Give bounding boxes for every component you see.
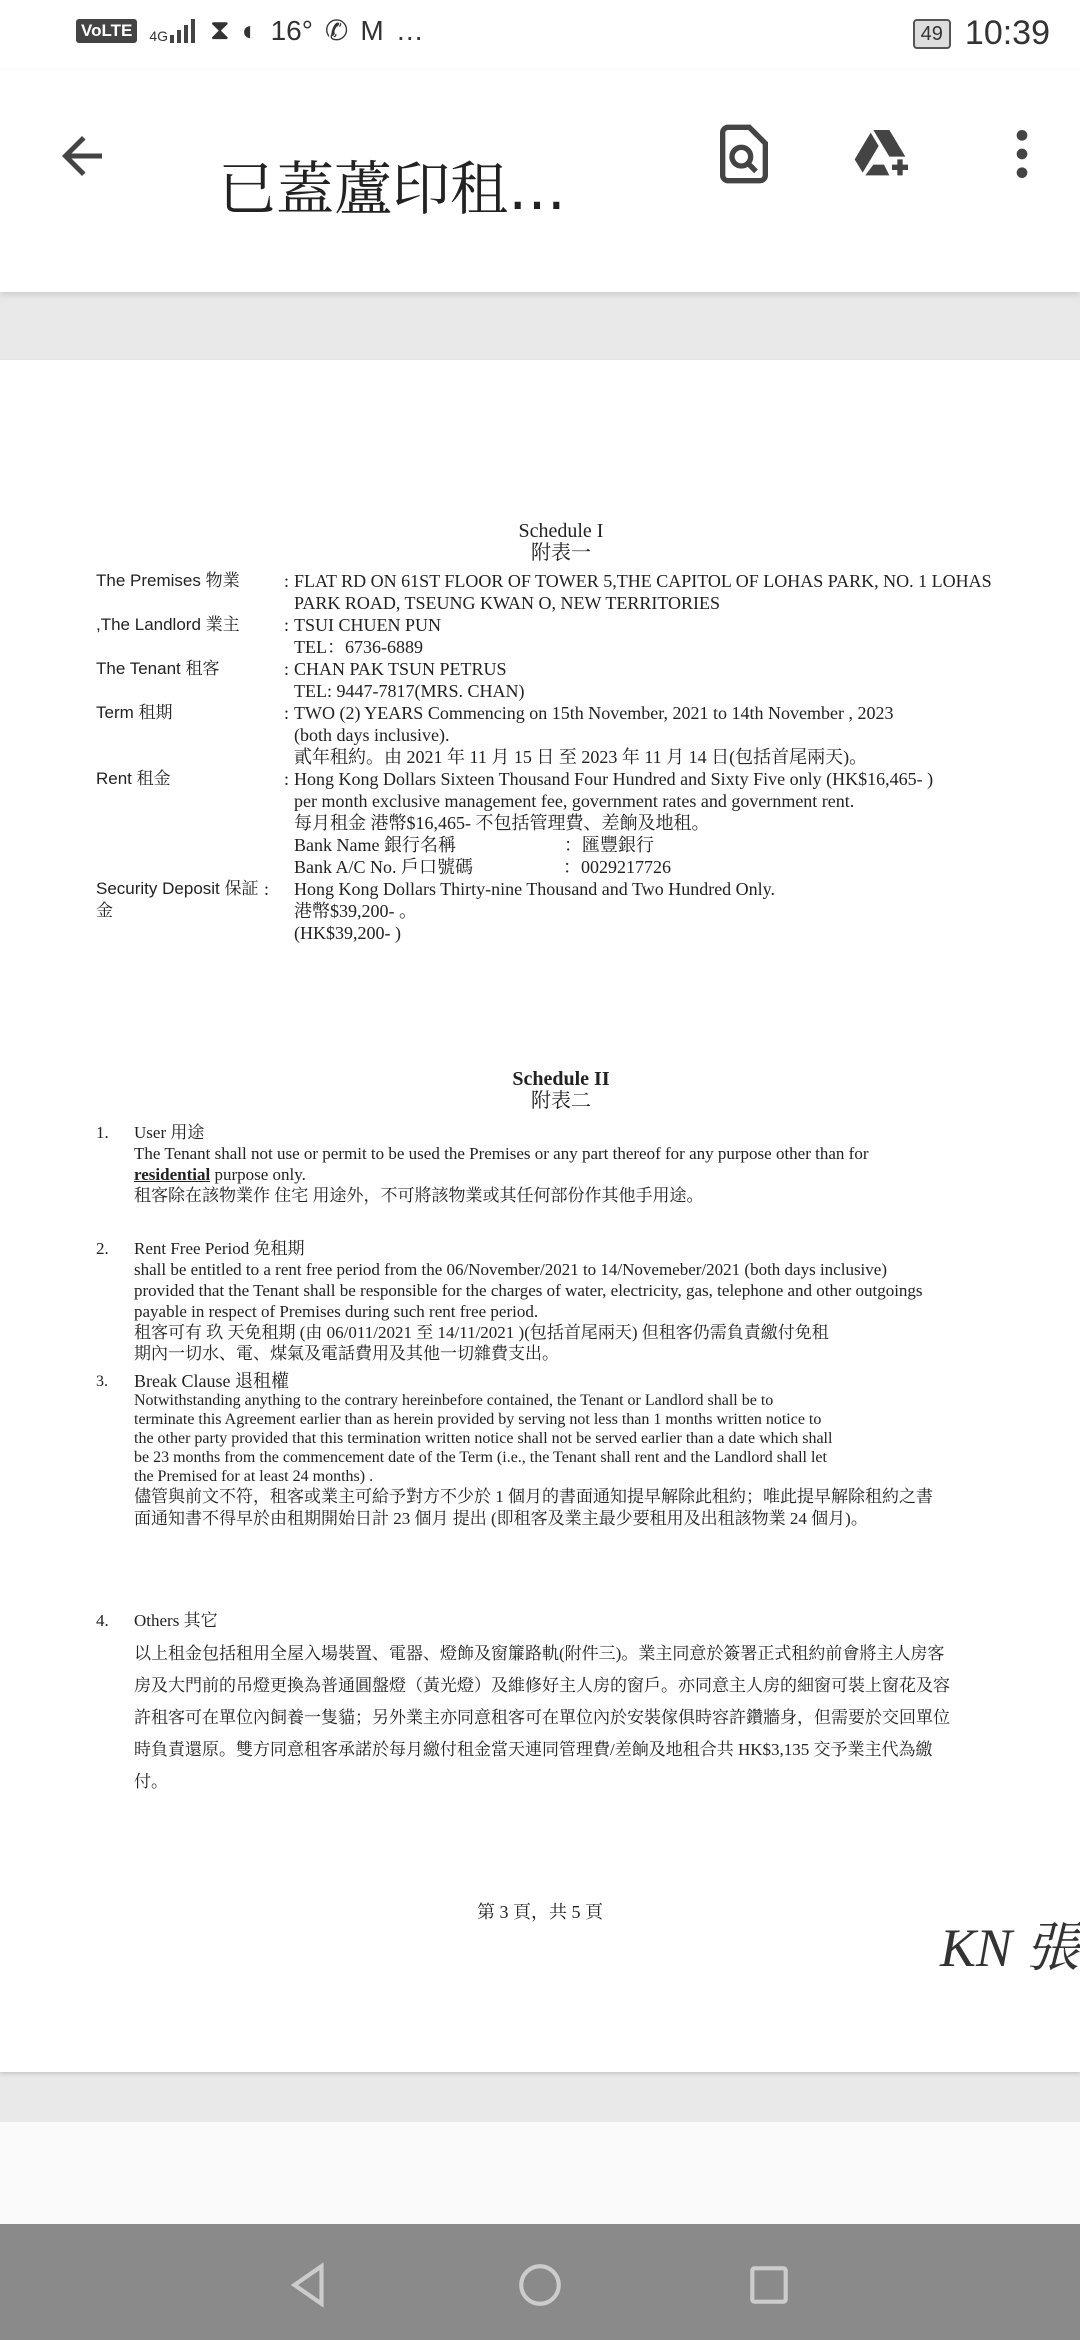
schedule-2-heading bbox=[96, 1068, 1026, 1112]
section-line: 時負責還原。雙方同意租客承諾於每月繳付租金當天連同管理費/差餉及地租合共 HK$3,135 交予業主代為繳 bbox=[134, 1740, 933, 1759]
section-number: 3. bbox=[96, 1373, 108, 1390]
row-line: 貳年租約。由 2021 年 11 月 15 日 至 2023 年 11 月 14 日(包括首尾兩天)。 bbox=[294, 747, 868, 767]
document-title: 已蓋蘆印租… bbox=[218, 155, 567, 223]
status-right bbox=[913, 14, 1050, 53]
status-bar bbox=[0, 0, 1080, 70]
section-number: 4. bbox=[96, 1611, 109, 1630]
row-label: Rent 租金 bbox=[96, 769, 171, 788]
wifi-call-icon: ✆ bbox=[324, 15, 349, 46]
section-heading: User 用途 bbox=[134, 1123, 205, 1142]
schedule-1-title: Schedule I bbox=[518, 520, 604, 542]
section-line: 期內一切水、電、煤氣及電話費用及其他一切雜費支出。 bbox=[134, 1344, 559, 1363]
find-in-page-icon[interactable] bbox=[712, 122, 776, 186]
section-line: the Premised for at least 24 months) . bbox=[134, 1468, 374, 1485]
temperature: 16° bbox=[270, 14, 313, 46]
row-line: per month exclusive management fee, government rates and government rent. bbox=[294, 791, 855, 811]
more-options-icon[interactable] bbox=[990, 122, 1054, 186]
status-left bbox=[76, 14, 424, 47]
section-line: 租客可有 玖 天免租期 (由 06/011/2021 至 14/11/2021 )(包括首尾兩天) 但租客仍需負責繳付免租 bbox=[134, 1323, 829, 1342]
schedule-1-subtitle: 附表一 bbox=[531, 542, 591, 564]
row-label: The Tenant 租客 bbox=[96, 659, 220, 678]
row-line: Bank Name 銀行名稱 ：匯豐銀行 bbox=[294, 835, 654, 855]
section-line: be 23 months from the commencement date of the Term (i.e., the Tenant shall rent and the Landlord shall let bbox=[134, 1449, 827, 1466]
row-term: Term 租期 : TWO (2) YEARS Commencing on 15th November, 2021 to 14th November , 2023 (both days inclusive). 貳年租約。由 2021 年 11 月 15 日 至 2023 年 11 月 14 日(包括首尾兩天)。 bbox=[96, 702, 1026, 768]
section-line: 租客除在該物業作 住宅 用途外，不可將該物業或其任何部份作其他手用途。 bbox=[134, 1186, 704, 1205]
section-line: 以上租金包括租用全屋入場裝置、電器、燈飾及窗簾路軌(附件三)。業主同意於簽署正式租約前會將主人房客 bbox=[134, 1644, 945, 1663]
section-line: purpose only. bbox=[210, 1165, 306, 1184]
row-label: Security Deposit 保証金 bbox=[96, 879, 259, 920]
row-premises: The Premises 物業 : FLAT RD ON 61ST FLOOR OF TOWER 5,THE CAPITOL OF LOHAS PARK, NO. 1 LOHAS PARK ROAD, TSEUNG KWAN O, NEW TERRITORIES bbox=[96, 570, 1026, 614]
section-line: provided that the Tenant shall be responsible for the charges of water, electricity, gas, telephone and other outgoings bbox=[134, 1281, 923, 1300]
row-tenant: The Tenant 租客 : CHAN PAK TSUN PETRUS TEL: 9447-7817(MRS. CHAN) bbox=[96, 658, 1026, 702]
home-nav-icon[interactable] bbox=[515, 2260, 565, 2310]
schedule-2-title: Schedule II bbox=[512, 1068, 610, 1090]
back-arrow-icon[interactable] bbox=[52, 126, 112, 186]
section-rent-free bbox=[96, 1238, 1026, 1364]
section-others bbox=[96, 1610, 1026, 1798]
row-line: CHAN PAK TSUN PETRUS bbox=[294, 659, 507, 679]
row-line: (both days inclusive). bbox=[294, 725, 450, 745]
network-gen: 4G bbox=[149, 27, 168, 44]
section-line: The Tenant shall not use or permit to be used the Premises or any part thereof for any purpose other than for bbox=[134, 1144, 869, 1163]
row-line: Hong Kong Dollars Sixteen Thousand Four Hundred and Sixty Five only (HK$16,465- ) bbox=[294, 769, 934, 789]
section-line: payable in respect of Premises during such rent free period. bbox=[134, 1302, 539, 1321]
section-line: 付。 bbox=[134, 1772, 168, 1791]
row-line: 每月租金 港幣$16,465- 不包括管理費、差餉及地租。 bbox=[294, 813, 710, 833]
section-line: 許租客可在單位內飼養一隻貓；另外業主亦同意租客可在單位內於安裝傢俱時容許鑽牆身，但需要於交回單位 bbox=[134, 1708, 950, 1727]
row-line: Bank A/C No. 戶口號碼 ：0029217726 bbox=[294, 857, 672, 877]
row-line: TEL：6736-6889 bbox=[294, 637, 423, 657]
section-break-clause bbox=[96, 1372, 1026, 1530]
section-heading: Others 其它 bbox=[134, 1611, 218, 1630]
schedule-2-subtitle: 附表二 bbox=[531, 1090, 591, 1112]
row-landlord: ,The Landlord 業主 : TSUI CHUEN PUN TEL：6736-6889 bbox=[96, 614, 1026, 658]
shield-icon: ◐ bbox=[241, 14, 259, 46]
drive-add-icon[interactable] bbox=[852, 122, 916, 186]
page-number: 第 3 頁，共 5 頁 bbox=[477, 1902, 603, 1922]
section-line: terminate this Agreement earlier than as herein provided by serving not less than 1 months written notice to bbox=[134, 1411, 822, 1428]
hourglass-icon: ⧗ bbox=[210, 14, 230, 45]
section-number: 1. bbox=[96, 1123, 109, 1142]
signal-icon bbox=[149, 19, 198, 43]
recents-nav-icon[interactable] bbox=[744, 2260, 794, 2310]
section-line: 儘管與前文不符，租客或業主可給予對方不少於 1 個月的書面通知提早解除此租約；唯此提早解除租約之書 bbox=[134, 1487, 933, 1506]
clock: 10:39 bbox=[964, 14, 1050, 52]
section-heading: Rent Free Period 免租期 bbox=[134, 1239, 305, 1258]
section-user bbox=[96, 1122, 1026, 1206]
navigation-bar bbox=[0, 2224, 1080, 2340]
row-line: Hong Kong Dollars Thirty-nine Thousand and Two Hundred Only. bbox=[294, 879, 776, 899]
row-label: The Premises 物業 bbox=[96, 571, 240, 590]
signature: KN 張 bbox=[940, 1918, 1080, 1978]
row-deposit: Security Deposit 保証金 : Hong Kong Dollars Thirty-nine Thousand and Two Hundred Only. 港幣$39,200- 。 (HK$39,200- ) bbox=[96, 878, 1026, 944]
app-bar bbox=[0, 70, 1080, 292]
section-line: Notwithstanding anything to the contrary hereinbefore contained, the Tenant or Landlord shall be to bbox=[134, 1392, 774, 1409]
section-line: 房及大門前的吊燈更換為普通圓盤燈（黃光燈）及維修好主人房的窗戶。亦同意主人房的細窗可裝上窗花及容 bbox=[134, 1676, 950, 1695]
row-line: (HK$39,200- ) bbox=[294, 923, 401, 943]
section-number: 2. bbox=[96, 1239, 109, 1258]
section-line: the other party provided that this termination written notice shall not be served earlier than a date which shall bbox=[134, 1430, 833, 1447]
more-notifications: … bbox=[395, 14, 424, 46]
row-label: Term 租期 bbox=[96, 703, 173, 722]
row-line: TWO (2) YEARS Commencing on 15th November, 2021 to 14th November , 2023 bbox=[294, 703, 894, 723]
section-line: 面通知書不得早於由租期開始日計 23 個月 提出 (即租客及業主最少要租用及出租該物業 24 個月)。 bbox=[134, 1509, 868, 1528]
volte-badge: VoLTE bbox=[76, 19, 137, 43]
battery-icon: 49 bbox=[913, 19, 951, 49]
section-line: shall be entitled to a rent free period from the 06/November/2021 to 14/Novemeber/2021 (both days inclusive) bbox=[134, 1260, 887, 1279]
document-page bbox=[0, 360, 1080, 2072]
section-heading: Break Clause 退租權 bbox=[134, 1371, 289, 1391]
schedule-1 bbox=[96, 520, 1026, 944]
row-line: TEL: 9447-7817(MRS. CHAN) bbox=[294, 681, 525, 701]
row-label: ,The Landlord 業主 bbox=[96, 615, 240, 634]
back-nav-icon[interactable] bbox=[284, 2260, 334, 2310]
mail-icon: M bbox=[360, 14, 384, 46]
underlined-term: residential bbox=[134, 1165, 211, 1184]
row-line: FLAT RD ON 61ST FLOOR OF TOWER 5,THE CAPITOL OF LOHAS PARK, NO. 1 LOHAS bbox=[294, 571, 992, 591]
row-line: TSUI CHUEN PUN bbox=[294, 615, 442, 635]
row-line: 港幣$39,200- 。 bbox=[294, 901, 417, 921]
row-line: PARK ROAD, TSEUNG KWAN O, NEW TERRITORIES bbox=[294, 593, 721, 613]
row-rent: Rent 租金 : Hong Kong Dollars Sixteen Thousand Four Hundred and Sixty Five only (HK$16,465- ) per month exclusive management fee, government rates and government rent. 每月租金 港幣$16,465- 不包括管理費、差餉及地租。 Bank Name 銀行名稱 ：匯豐銀行 Bank A/C No. 戶口號碼 ：0029217726 bbox=[96, 768, 1026, 878]
